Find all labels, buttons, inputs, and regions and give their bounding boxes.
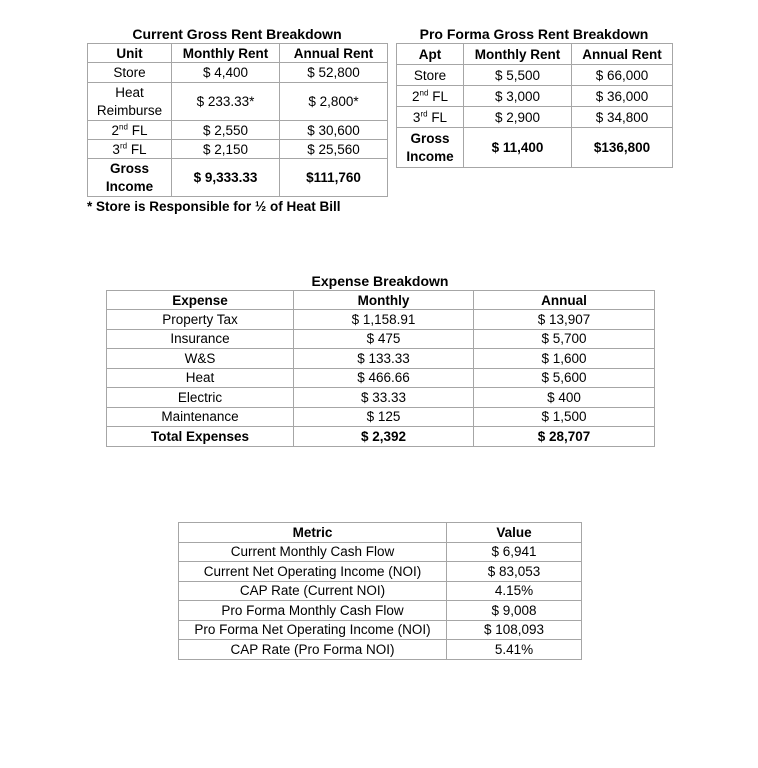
current-rent-section [87, 25, 387, 197]
total-label-cell: Total Expenses [107, 427, 294, 447]
column-header: Monthly Rent [172, 44, 280, 63]
proforma-rent-title: Pro Forma Gross Rent Breakdown [419, 26, 649, 42]
table-row [88, 140, 388, 159]
metric-name-cell: Pro Forma Net Operating Income (NOI) [179, 620, 447, 640]
metric-value-cell: 4.15% [447, 581, 582, 601]
monthly-cell: $ 33.33 [294, 388, 474, 408]
table-row [179, 640, 582, 660]
unit-ordinal: nd [419, 88, 429, 97]
metric-name-cell: Current Monthly Cash Flow [179, 542, 447, 562]
column-header: Unit [88, 44, 172, 63]
monthly-cell: $ 2,150 [172, 140, 280, 159]
table-row [179, 620, 582, 640]
monthly-cell: $ 1,158.91 [294, 310, 474, 330]
current-rent-title: Current Gross Rent Breakdown [132, 26, 342, 42]
table-row [88, 121, 388, 140]
monthly-cell: $ 125 [294, 407, 474, 427]
annual-cell: $ 52,800 [280, 63, 388, 83]
proforma-rent-table [396, 43, 673, 168]
annual-cell: $ 5,600 [474, 368, 655, 388]
expense-name-cell: Maintenance [107, 407, 294, 427]
metric-name-cell: CAP Rate (Current NOI) [179, 581, 447, 601]
annual-cell: $ 25,560 [280, 140, 388, 159]
total-monthly-cell: $ 2,392 [294, 427, 474, 447]
unit-line: Reimburse [96, 102, 163, 118]
annual-cell: $ 400 [474, 388, 655, 408]
metrics-table [178, 522, 582, 660]
table-row [107, 349, 655, 369]
total-row [107, 427, 655, 447]
table-row [179, 581, 582, 601]
total-annual-cell: $136,800 [572, 128, 673, 168]
metrics-section [178, 522, 581, 660]
unit-cell: Store [88, 63, 172, 83]
unit-suffix: FL [428, 88, 448, 104]
monthly-cell: $ 133.33 [294, 349, 474, 369]
monthly-cell: $ 466.66 [294, 368, 474, 388]
metric-value-cell: 5.41% [447, 640, 582, 660]
unit-suffix: FL [427, 109, 448, 125]
expense-name-cell: Heat [107, 368, 294, 388]
total-label-line: Income [406, 148, 454, 164]
monthly-cell: $ 475 [294, 329, 474, 349]
metric-name-cell: Current Net Operating Income (NOI) [179, 562, 447, 582]
unit-suffix: FL [127, 122, 148, 138]
monthly-cell: $ 3,000 [464, 86, 572, 107]
total-label-cell [397, 128, 464, 168]
metric-value-cell: $ 108,093 [447, 620, 582, 640]
expense-name-cell: Insurance [107, 329, 294, 349]
column-header: Annual Rent [280, 44, 388, 63]
table-row [397, 107, 673, 128]
column-header: Annual [474, 291, 655, 310]
table-header-row [88, 44, 388, 63]
total-monthly-cell: $ 11,400 [464, 128, 572, 168]
annual-cell: $ 13,907 [474, 310, 655, 330]
annual-cell: $ 1,600 [474, 349, 655, 369]
annual-cell: $ 36,000 [572, 86, 673, 107]
table-row [107, 388, 655, 408]
total-row [397, 128, 673, 168]
unit-number: 3 [412, 109, 421, 125]
monthly-cell: $ 233.33* [172, 83, 280, 121]
annual-cell: $ 30,600 [280, 121, 388, 140]
annual-cell: $ 2,800* [280, 83, 388, 121]
heat-footnote: * Store is Responsible for ½ of Heat Bill [87, 199, 341, 214]
table-row [107, 310, 655, 330]
expense-name-cell: Property Tax [107, 310, 294, 330]
unit-cell: Store [397, 65, 464, 86]
table-row [107, 407, 655, 427]
total-label-line: Gross [109, 160, 150, 176]
unit-number: 2 [111, 122, 120, 138]
annual-cell: $ 5,700 [474, 329, 655, 349]
table-header-row [107, 291, 655, 310]
expense-name-cell: W&S [107, 349, 294, 369]
annual-cell: $ 1,500 [474, 407, 655, 427]
metric-name-cell: Pro Forma Monthly Cash Flow [179, 601, 447, 621]
column-header: Monthly [294, 291, 474, 310]
unit-number: 3 [112, 141, 120, 157]
column-header: Expense [107, 291, 294, 310]
column-header: Annual Rent [572, 44, 673, 65]
unit-cell [88, 83, 172, 121]
proforma-rent-section [396, 25, 672, 168]
total-monthly-cell: $ 9,333.33 [172, 159, 280, 197]
table-row [107, 329, 655, 349]
unit-suffix: FL [127, 141, 147, 157]
expense-table [106, 290, 655, 447]
metric-value-cell: $ 6,941 [447, 542, 582, 562]
table-row [88, 63, 388, 83]
table-row [397, 86, 673, 107]
unit-ordinal: nd [119, 122, 128, 131]
unit-cell [88, 140, 172, 159]
column-header: Value [447, 523, 582, 543]
table-row [397, 65, 673, 86]
total-label-line: Gross [410, 130, 450, 146]
table-header-row [179, 523, 582, 543]
table-row [179, 542, 582, 562]
metric-value-cell: $ 9,008 [447, 601, 582, 621]
table-row [88, 83, 388, 121]
unit-number: 2 [412, 88, 420, 104]
unit-cell [88, 121, 172, 140]
metric-name-cell: CAP Rate (Pro Forma NOI) [179, 640, 447, 660]
table-row [179, 562, 582, 582]
monthly-cell: $ 2,550 [172, 121, 280, 140]
unit-ordinal: rd [420, 109, 428, 118]
metric-value-cell: $ 83,053 [447, 562, 582, 582]
table-row [179, 601, 582, 621]
unit-ordinal: rd [119, 141, 128, 150]
unit-cell [397, 86, 464, 107]
total-annual-cell: $ 28,707 [474, 427, 655, 447]
total-annual-cell: $111,760 [280, 159, 388, 197]
column-header: Monthly Rent [464, 44, 572, 65]
unit-line: Heat [115, 84, 144, 100]
column-header: Apt [397, 44, 464, 65]
column-header: Metric [179, 523, 447, 543]
total-label-line: Income [105, 178, 154, 194]
annual-cell: $ 66,000 [572, 65, 673, 86]
expense-title: Expense Breakdown [311, 273, 449, 289]
total-label-cell [88, 159, 172, 197]
monthly-cell: $ 4,400 [172, 63, 280, 83]
unit-cell [397, 107, 464, 128]
current-rent-table [87, 43, 388, 197]
total-row [88, 159, 388, 197]
table-row [107, 368, 655, 388]
annual-cell: $ 34,800 [572, 107, 673, 128]
expense-section [106, 272, 654, 447]
expense-name-cell: Electric [107, 388, 294, 408]
monthly-cell: $ 5,500 [464, 65, 572, 86]
table-header-row [397, 44, 673, 65]
monthly-cell: $ 2,900 [464, 107, 572, 128]
